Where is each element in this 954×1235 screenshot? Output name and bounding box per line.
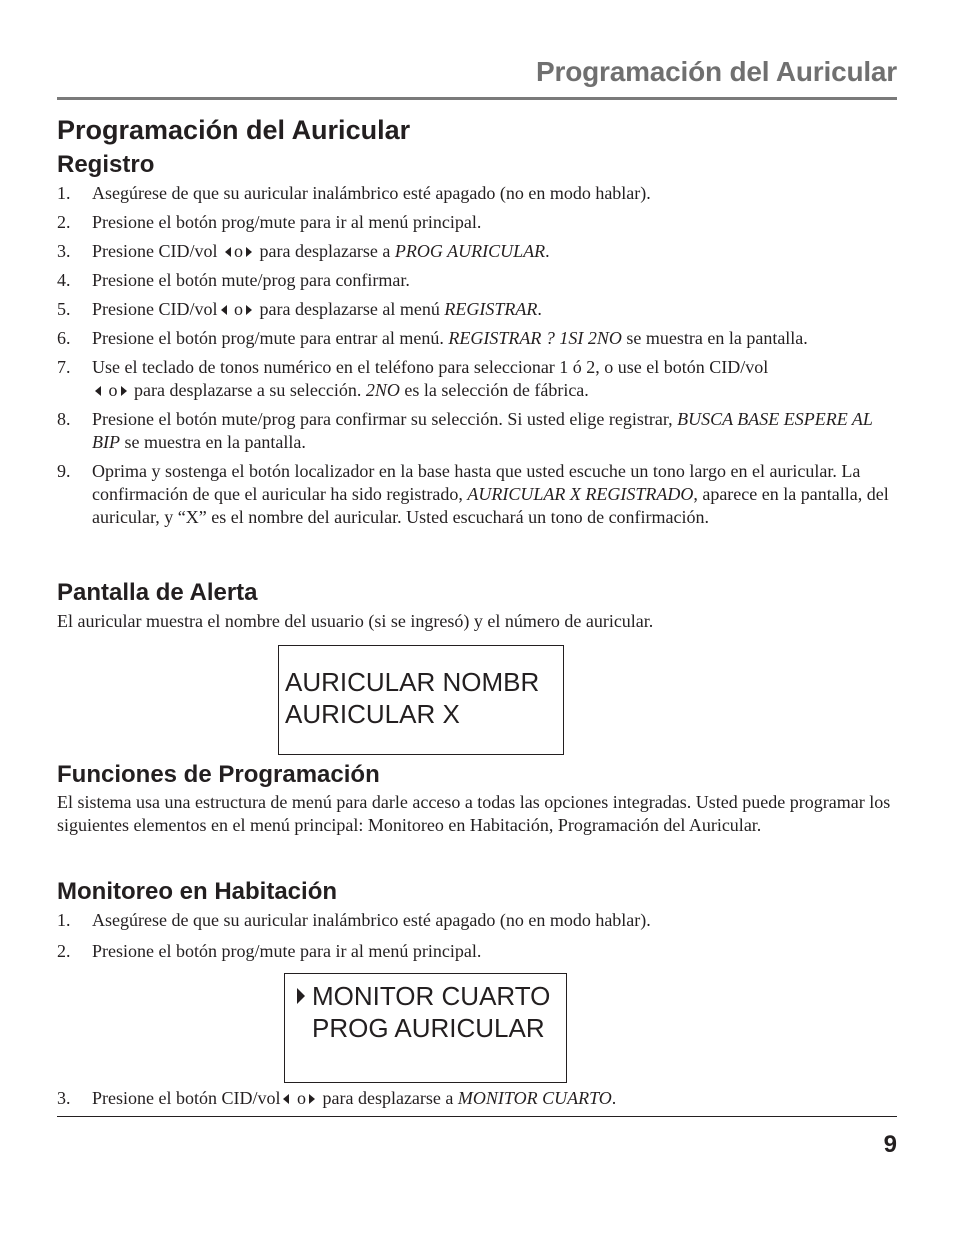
list-item: 7. Use el teclado de tonos numérico en el teléfono para seleccionar 1 ó 2, o use el botón CID/vol o para desplazarse a su selección. 2NO es la selección de fábrica. [57,357,769,401]
list-item: 2. Presione el botón prog/mute para ir al menú principal. [57,941,482,962]
monitoreo-display [284,973,567,1083]
right-arrow-icon [246,247,252,257]
page-title: Programación del Auricular [57,115,411,145]
list-item: 6. Presione el botón prog/mute para entrar al menú. REGISTRAR ? 1SI 2NO se muestra en la pantalla. [57,328,808,349]
main-content [57,116,897,535]
list-item: 5. Presione CID/vol o para desplazarse al menú REGISTRAR. [57,299,542,320]
right-arrow-icon [246,305,252,315]
list-item: 8. Presione el botón mute/prog para confirmar su selección. Si usted elige registrar, BUSCA BASE ESPERE AL BIP se muestra en la pantalla. [57,409,873,453]
list-item: 1. Asegúrese de que su auricular inalámbrico esté apagado (no en modo hablar). [57,910,651,931]
display-line: MONITOR CUARTO [312,981,551,1011]
registro-steps [57,182,897,529]
left-arrow-icon [221,305,227,315]
monitoreo-section [57,879,897,969]
left-arrow-icon [95,386,101,396]
funciones-section [57,762,897,837]
header-rule [57,97,897,100]
alerta-display [278,645,564,755]
monitoreo-steps [57,909,897,963]
display-line: AURICULAR X [285,699,460,729]
left-arrow-icon [283,1094,289,1104]
list-item: 4. Presione el botón mute/prog para confirmar. [57,270,410,291]
monitoreo-heading: Monitoreo en Habitación [57,878,338,905]
display-line: PROG AURICULAR [312,1013,545,1043]
selection-caret-icon [297,988,305,1004]
page-number: 9 [883,1131,897,1158]
monitoreo-steps-cont [57,1087,897,1110]
running-header-title: Programación del Auricular [536,56,897,87]
list-item: 3. Presione el botón CID/vol o para desplazarse a MONITOR CUARTO. [57,1088,617,1108]
alerta-text: El auricular muestra el nombre del usuario (si se ingresó) y el número de auricular. [57,611,654,632]
registro-heading: Registro [57,150,155,178]
display-line: AURICULAR NOMBR [285,667,540,697]
right-arrow-icon [309,1094,315,1104]
list-item: 9. Oprima y sostenga el botón localizador en la base hasta que usted escuche un tono largo en el auricular. La confirmación de que el auricular ha sido registrado, AURICULAR X REGISTRADO, aparece en la pantalla, del auricular, y “X” es el nombre del auricular. Usted escuchará un tono de confirmación. [57,461,889,528]
alerta-heading: Pantalla de Alerta [57,579,258,606]
list-item: 2. Presione el botón prog/mute para ir al menú principal. [57,212,482,233]
list-item: 3. Presione CID/vol o para desplazarse a PROG AURICULAR. [57,241,550,262]
right-arrow-icon [121,386,127,396]
list-item: 1. Asegúrese de que su auricular inalámbrico esté apagado (no en modo hablar). [57,183,651,204]
left-arrow-icon [225,247,231,257]
funciones-heading: Funciones de Programación [57,761,380,788]
footer-rule [57,1116,897,1117]
funciones-text: El sistema usa una estructura de menú para darle acceso a todas las opciones integradas. Usted puede programar los siguientes elementos en el menú principal: Monitoreo en Habitación, Programación del Auricular. [57,792,891,836]
alerta-section [57,580,897,633]
monitoreo-step-3 [57,1087,897,1116]
